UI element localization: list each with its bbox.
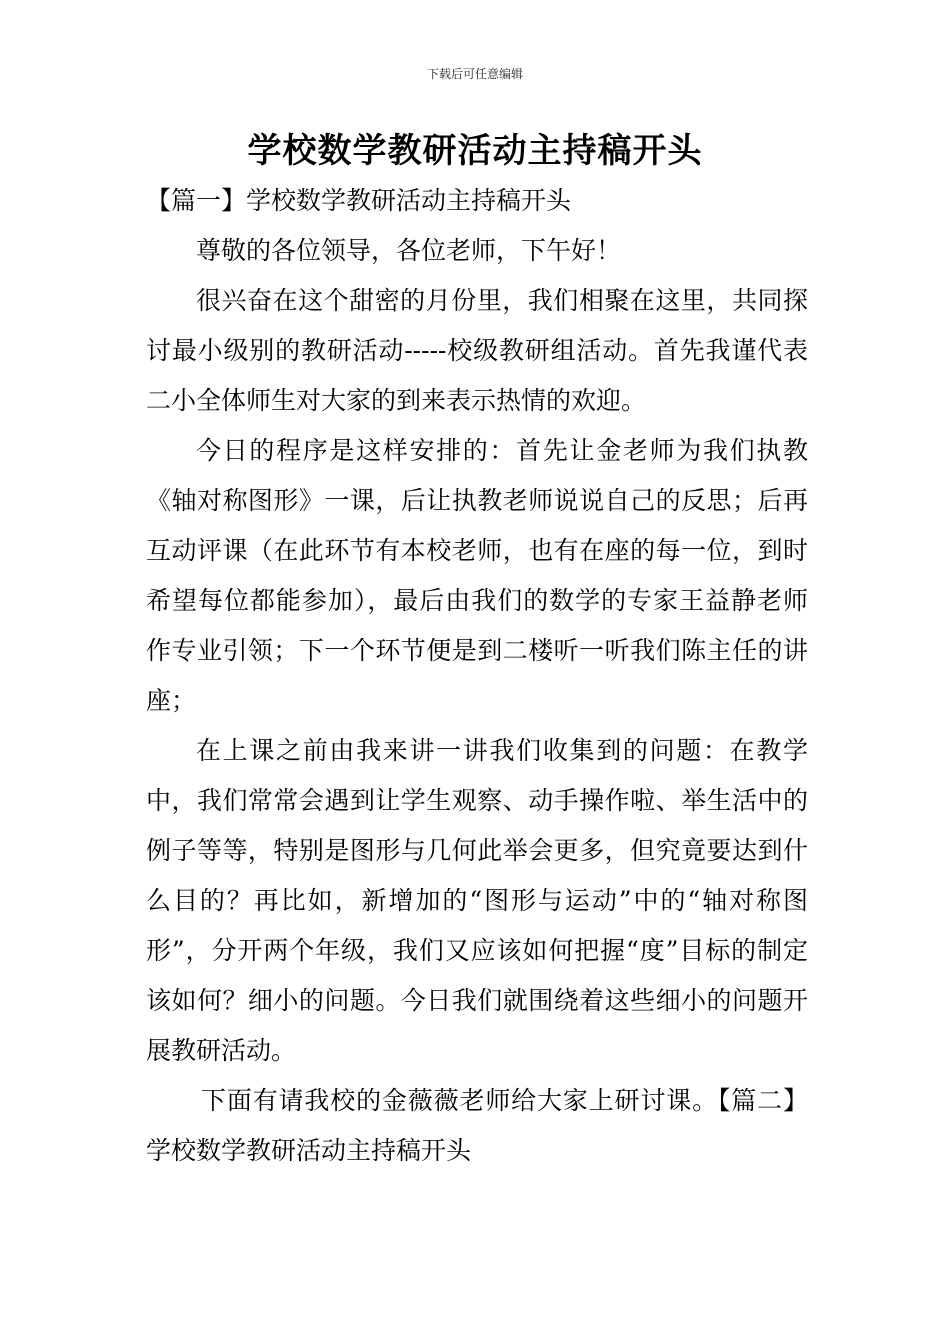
header-note: 下载后可任意编辑 bbox=[426, 67, 523, 81]
paragraph-questions: 在上课之前由我来讲一讲我们收集到的问题：在教学中，我们常常会遇到让学生观察、动手操作啦、举生活中的例子等等，特别是图形与几何此举会更多，但究竟要达到什么目的？再比如，新增加的“图形与运动”中的“轴对称图形”，分开两个年级，我们又应该如何把握“度”目标的制定该如何？细小的问题。今日我们就围绕着这些细小的问题开展教研活动。 bbox=[146, 736, 808, 1065]
section-heading: 【篇一】学校数学教研活动主持稿开头 bbox=[146, 186, 572, 215]
document-body bbox=[146, 176, 808, 1176]
paragraph-closing: 下面有请我校的金薇薇老师给大家上研讨课。【篇二】学校数学教研活动主持稿开头 bbox=[146, 1086, 808, 1165]
paragraph-agenda: 今日的程序是这样安排的：首先让金老师为我们执教《轴对称图形》一课，后让执教老师说说自己的反思；后再互动评课（在此环节有本校老师，也有在座的每一位，到时希望每位都能参加），最后由我们的数学的专家王益静老师作专业引领；下一个环节便是到二楼听一听我们陈主任的讲座； bbox=[146, 436, 808, 715]
document-title: 学校数学教研活动主持稿开头 bbox=[247, 131, 703, 171]
paragraph-greeting: 尊敬的各位领导，各位老师，下午好！ bbox=[196, 236, 622, 265]
paragraph-welcome: 很兴奋在这个甜密的月份里，我们相聚在这里，共同探讨最小级别的教研活动-----校级教研组活动。首先我谨代表二小全体师生对大家的到来表示热情的欢迎。 bbox=[146, 286, 808, 415]
